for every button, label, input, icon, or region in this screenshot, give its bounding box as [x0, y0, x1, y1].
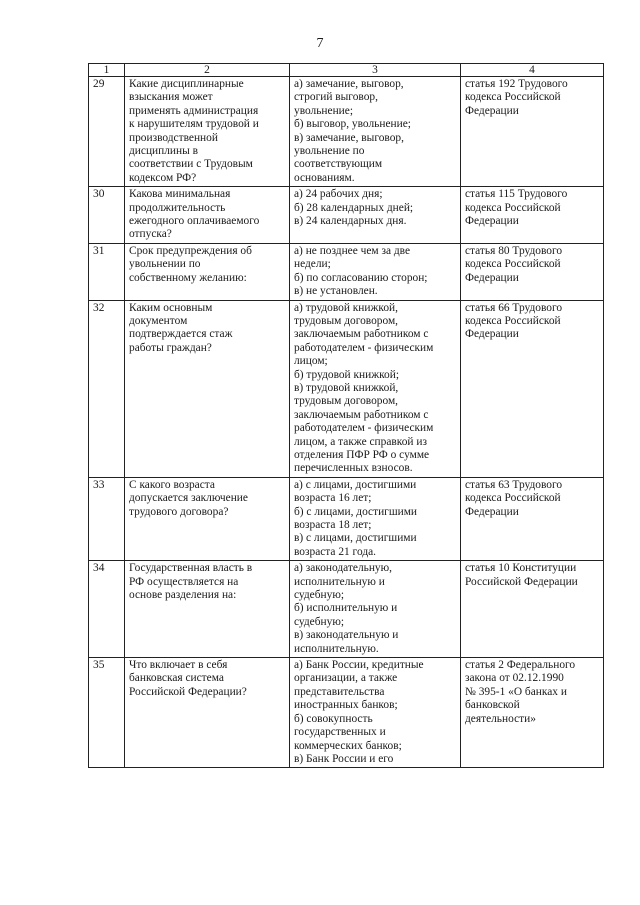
row-number: 33 [89, 477, 125, 560]
cell-text-line: а) замечание, выговор, [294, 78, 404, 90]
cell-text-line: деятельности» [465, 712, 536, 725]
cell-text-line: б) трудовой книжкой; [294, 368, 400, 381]
cell-text-line: кодекса Российской [465, 91, 561, 104]
cell-text-line: б) с лицами, достигшими [294, 505, 418, 518]
cell-text-line: кодекса Российской [465, 258, 561, 271]
column-header-source: 4 [461, 64, 604, 77]
table-row [89, 77, 604, 187]
cell-text-line: б) исполнительную и [294, 602, 398, 615]
cell-text-line: возраста 21 года. [294, 545, 377, 558]
page-number: 7 [316, 36, 324, 51]
row-number: 34 [89, 561, 125, 658]
row-number: 32 [89, 300, 125, 477]
question-cell [125, 243, 290, 300]
question-cell [125, 477, 290, 560]
cell-text-line: № 395-1 «О банках и [465, 685, 567, 698]
cell-text-line: статья 66 Трудового [465, 301, 563, 314]
source-cell [461, 300, 604, 477]
cell-text-line: б) совокупность [294, 712, 373, 725]
source-cell [461, 658, 604, 768]
row-number: 31 [89, 243, 125, 300]
cell-text-line: взыскания может [129, 91, 213, 104]
cell-text-line: в) замечание, выговор, [294, 131, 404, 144]
cell-text-line: соответствующим [294, 158, 383, 171]
column-header-answers: 3 [290, 64, 461, 77]
cell-text-line: б) 28 календарных дней; [294, 201, 414, 214]
cell-text-line: Российской Федерации [465, 575, 578, 588]
questions-table [88, 63, 604, 768]
cell-text-line: недели; [294, 258, 331, 271]
answers-cell [290, 187, 461, 244]
cell-text-line: в) Банк России и его [294, 752, 394, 765]
cell-text-line: статья 10 Конституции [465, 562, 577, 575]
cell-text-line: б) выговор, увольнение; [294, 118, 411, 131]
cell-text-line: увольнение; [294, 104, 353, 117]
table-row [89, 300, 604, 477]
question-cell [125, 77, 290, 187]
cell-text-line: кодекса Российской [465, 314, 561, 327]
cell-text-line: представительства [294, 685, 385, 698]
question-cell [125, 658, 290, 768]
cell-text-line: статья 80 Трудового [465, 244, 563, 257]
cell-text-line: Федерации [465, 328, 519, 341]
cell-text-line: возраста 18 лет; [294, 519, 372, 531]
cell-text-line: статья 63 Трудового [465, 478, 563, 491]
cell-text-line: заключаемым работником с [294, 408, 429, 421]
question-cell [125, 561, 290, 658]
cell-text-line: иностранных банков; [294, 699, 398, 712]
cell-text-line: статья 2 Федерального [465, 659, 576, 672]
cell-text-line: исполнительную и [294, 575, 385, 588]
cell-text-line: организации, а также [294, 672, 398, 685]
cell-text-line: лицом, а также справкой из [294, 435, 427, 448]
cell-text-line: строгий выговор, [294, 91, 378, 104]
source-cell [461, 243, 604, 300]
cell-text-line: а) с лицами, достигшими [294, 478, 417, 491]
cell-text-line: закона от 02.12.1990 [465, 672, 564, 685]
cell-text-line: Какие дисциплинарные [129, 78, 244, 90]
table-row [89, 658, 604, 768]
cell-text-line: основаниям. [294, 171, 355, 184]
cell-text-line: увольнении по [129, 258, 201, 271]
cell-text-line: статья 192 Трудового [465, 78, 568, 90]
table-row [89, 243, 604, 300]
cell-text-line: в) трудовой книжкой, [294, 381, 399, 394]
source-cell [461, 77, 604, 187]
cell-text-line: трудового договора? [129, 505, 229, 518]
cell-text-line: отпуска? [129, 228, 172, 241]
cell-text-line: работодателем - физическим [294, 422, 434, 435]
answers-cell [290, 77, 461, 187]
cell-text-line: Российской Федерации? [129, 685, 247, 698]
cell-text-line: кодекса Российской [465, 201, 561, 214]
cell-text-line: РФ осуществляется на [129, 575, 239, 588]
cell-text-line: производственной [129, 131, 218, 144]
table-row [89, 187, 604, 244]
cell-text-line: судебную; [294, 615, 344, 628]
cell-text-line: увольнение по [294, 145, 365, 158]
row-number: 35 [89, 658, 125, 768]
cell-text-line: кодексом РФ? [129, 171, 197, 184]
column-header-number: 1 [89, 64, 125, 77]
cell-text-line: отделения ПФР РФ о сумме [294, 448, 430, 461]
cell-text-line: заключаемым работником с [294, 328, 429, 341]
cell-text-line: а) трудовой книжкой, [294, 301, 398, 314]
cell-text-line: в) с лицами, достигшими [294, 532, 417, 545]
cell-text-line: допускается заключение [129, 492, 248, 505]
cell-text-line: а) не позднее чем за две [294, 244, 411, 257]
cell-text-line: возраста 16 лет; [294, 492, 372, 505]
answers-cell [290, 243, 461, 300]
cell-text-line: б) по согласованию сторон; [294, 271, 428, 284]
answers-cell [290, 658, 461, 768]
cell-text-line: в) законодательную и [294, 629, 399, 642]
row-number: 29 [89, 77, 125, 187]
cell-text-line: кодекса Российской [465, 492, 561, 505]
cell-text-line: применять администрация [129, 104, 259, 117]
answers-cell [290, 477, 461, 560]
cell-text-line: государственных и [294, 726, 386, 739]
cell-text-line: Федерации [465, 271, 519, 284]
table-row [89, 561, 604, 658]
cell-text-line: Каким основным [129, 301, 213, 314]
cell-text-line: к нарушителям трудовой и [129, 118, 259, 131]
cell-text-line: ежегодного оплачиваемого [129, 215, 260, 228]
cell-text-line: Федерации [465, 104, 519, 117]
cell-text-line: в) не установлен. [294, 285, 378, 298]
cell-text-line: работодателем - физическим [294, 341, 434, 354]
cell-text-line: дисциплины в [129, 145, 198, 158]
cell-text-line: подтверждается стаж [129, 328, 233, 341]
cell-text-line: Государственная власть в [129, 562, 253, 575]
cell-text-line: Срок предупреждения об [129, 244, 252, 257]
cell-text-line: трудовым договором, [294, 314, 399, 327]
cell-text-line: Какова минимальная [129, 188, 231, 201]
cell-text-line: собственному желанию: [129, 271, 247, 284]
cell-text-line: Федерации [465, 215, 519, 228]
question-cell [125, 187, 290, 244]
cell-text-line: работы граждан? [129, 341, 212, 354]
source-cell [461, 561, 604, 658]
cell-text-line: документом [129, 314, 188, 327]
cell-text-line: судебную; [294, 589, 344, 602]
cell-text-line: Федерации [465, 505, 519, 518]
cell-text-line: трудовым договором, [294, 395, 399, 408]
source-cell [461, 187, 604, 244]
question-cell [125, 300, 290, 477]
cell-text-line: исполнительную. [294, 642, 379, 655]
row-number: 30 [89, 187, 125, 244]
answers-cell [290, 561, 461, 658]
cell-text-line: продолжительность [129, 201, 226, 214]
cell-text-line: а) законодательную, [294, 562, 392, 575]
cell-text-line: статья 115 Трудового [465, 188, 568, 201]
table-row [89, 477, 604, 560]
table-body [89, 77, 604, 768]
header-row [89, 64, 604, 77]
cell-text-line: коммерческих банков; [294, 739, 402, 752]
cell-text-line: банковской [465, 699, 520, 712]
cell-text-line: лицом; [294, 355, 328, 368]
cell-text-line: основе разделения на: [129, 589, 237, 602]
cell-text-line: перечисленных взносов. [294, 462, 413, 475]
source-cell [461, 477, 604, 560]
cell-text-line: в) 24 календарных дня. [294, 215, 407, 228]
answers-cell [290, 300, 461, 477]
cell-text-line: С какого возраста [129, 478, 215, 491]
column-header-question: 2 [125, 64, 290, 77]
cell-text-line: а) 24 рабочих дня; [294, 188, 383, 201]
cell-text-line: Что включает в себя [129, 659, 228, 672]
cell-text-line: банковская система [129, 672, 224, 685]
cell-text-line: а) Банк России, кредитные [294, 659, 424, 672]
cell-text-line: соответствии с Трудовым [129, 158, 253, 171]
